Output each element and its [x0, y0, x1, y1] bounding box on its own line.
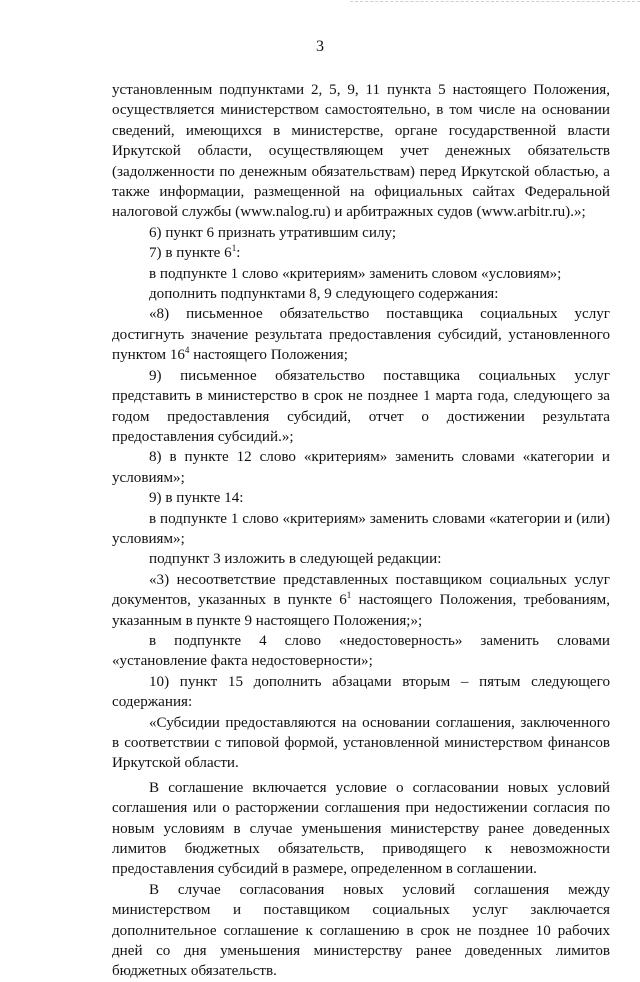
page-number: 3: [316, 38, 324, 55]
paragraph-4: в подпункте 1 слово «критериям» заменить словом «условиям»;: [149, 265, 562, 282]
paragraph-12: [112, 570, 610, 631]
scan-edge-line: [350, 1, 640, 2]
paragraph-15: «Субсидии предоставляются на основании соглашения, заключенного в соответствии с типовой формой, установленной министерством финансов Иркутской области.: [112, 714, 610, 772]
paragraph-6: [112, 304, 610, 365]
paragraph-14: 10) пункт 15 дополнить абзацами вторым – пятым следующего содержания:: [112, 673, 610, 711]
paragraph-3: [112, 243, 610, 263]
paragraph-1: установленным подпунктами 2, 5, 9, 11 пункта 5 настоящего Положения, осуществляется министерством самостоятельно, в том числе на основании сведений, имеющихся в министерстве, органе государственной власти Иркутской области, осуществляющем учет денежных обязательств (задолженности по денежным обязательствам) перед Иркутской областью, а также информации, размещенной на официальных сайтах Федеральной налоговой службы (www.nalog.ru) и арбитражных судов (www.arbitr.ru).»;: [112, 82, 610, 221]
paragraph-16: В соглашение включается условие о согласовании новых условий соглашения или о расторжении соглашения при недостижении согласия по новым условиям в случае уменьшения министерству ранее доведенных лимитов бюджетных обязательств, приводящего к невозможности предоставления субсидий в размере, определенном в соглашении.: [112, 779, 610, 878]
paragraph-3-tail: :: [236, 245, 241, 262]
paragraph-8: 8) в пункте 12 слово «критериям» заменить словами «категории и условиям»;: [112, 449, 610, 486]
superscript: 1: [231, 243, 237, 254]
superscript: 1: [346, 590, 352, 601]
paragraph-6-tail: настоящего Положения;: [189, 347, 348, 364]
paragraph-9: 9) в пункте 14:: [149, 490, 244, 507]
document-body: [112, 80, 610, 982]
paragraph-13: в подпункте 4 слово «недостоверность» заменить словами «установление факта недостоверности»;: [112, 632, 610, 670]
superscript: 4: [184, 345, 190, 356]
paragraph-7: 9) письменное обязательство поставщика социальных услуг представить в министерство в срок не позднее 1 марта года, следующего за годом предоставления субсидий, отчет о достижении результата предоставления субсидий.»;: [112, 367, 610, 445]
paragraph-2: 6) пункт 6 признать утратившим силу;: [149, 224, 397, 241]
paragraph-3-text: 7) в пункте 6: [149, 245, 232, 262]
paragraph-10: в подпункте 1 слово «критериям» заменить словами «категории и (или) условиям»;: [112, 510, 610, 547]
paragraph-17: В случае согласования новых условий соглашения между министерством и поставщиком социальных услуг заключается дополнительное соглашение к соглашению в срок не позднее 10 рабочих дней со дня уменьшения министерству ранее доведенных лимитов бюджетных обязательств.: [112, 881, 610, 980]
paragraph-12-tail: настоящего Положения, требованиям, указанным в пункте 9 настоящего Положения;»;: [112, 592, 610, 629]
paragraph-6-text: «8) письменное обязательство поставщика социальных услуг достигнуть значение результата предоставления субсидий, установленного пунктом 16: [112, 306, 610, 364]
paragraph-12-text: «3) несоответствие представленных поставщиком социальных услуг документов, указанных в пункте 6: [112, 571, 610, 609]
paragraph-5: дополнить подпунктами 8, 9 следующего содержания:: [149, 286, 499, 303]
paragraph-11: подпункт 3 изложить в следующей редакции:: [149, 551, 442, 568]
